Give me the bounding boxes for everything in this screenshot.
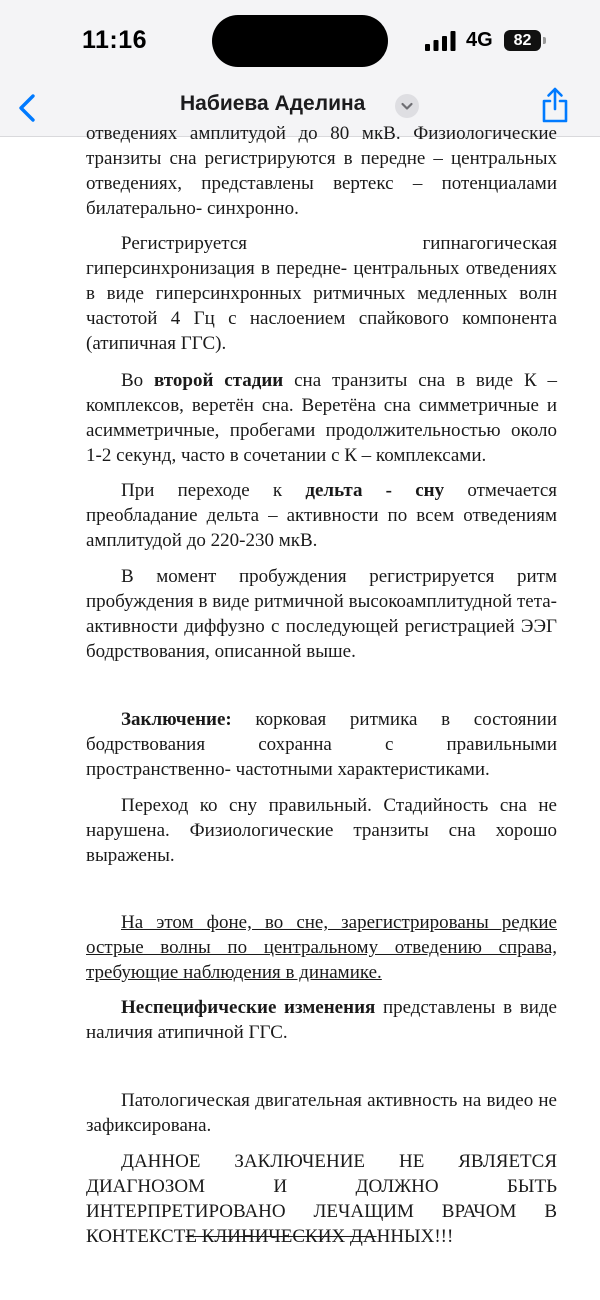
paragraph-nonspecific [86,995,557,1045]
disclaimer-strike: Е КЛИНИЧЕСКИХ ДА [185,1226,377,1247]
second-stage-post: сна транзиты сна в виде К – комплексов, веретён сна. Веретёна сна симметричные и асимметричные, пробегами продолжительностью около 1-2 секунд, часто в сочетании с К – комплексами. [86,370,557,466]
dynamic-island [212,15,388,67]
second-stage-bold: второй стадии [154,370,284,391]
paragraph-delta-sleep [86,478,557,553]
paragraph-disclaimer [86,1149,557,1249]
delta-pre: При переходе к [121,480,306,501]
battery-level: 82 [504,30,541,51]
document-viewer[interactable] [0,123,600,1300]
conclusion-text: корковая ритмика в состоянии бодрствования сохранна с правильными пространственно- частотными характеристиками. [86,709,557,780]
status-bar [0,0,600,80]
delta-bold: дельта - сну [305,480,445,501]
nonspecific-label: Неспецифические изменения [121,997,376,1018]
paragraph-sharp-waves: На этом фоне, во сне, зарегистрированы редкие острые волны по центральному отведению справа, требующие наблюдения в динамике. [86,912,557,983]
battery-tip [543,37,546,44]
back-button[interactable] [12,88,46,128]
share-icon [544,89,566,121]
title-dropdown-button[interactable] [395,94,419,118]
chevron-left-icon [21,96,33,120]
document-title[interactable]: Набиева Аделина [180,92,366,115]
network-type: 4G [466,29,493,51]
battery-icon [504,30,546,51]
delta-post: отмечается преобладание дельта – активности по всем отведениям амплитудой до 220-230 мкВ. [86,480,557,551]
paragraph-second-stage [86,368,557,468]
paragraph-physiological-transits: отведениях амплитудой до 80 мкВ. Физиологические транзиты сна регистрируются в передне – центральных отведениях, представлены вертекс – потенциалами билатерально- синхронно. [86,123,557,219]
nonspecific-text: представлены в виде наличия атипичной ГГС. [86,997,557,1043]
disclaimer-c: ННЫХ!!! [376,1226,454,1247]
paragraph-motor-activity: Патологическая двигательная активность на видео не зафиксирована. [86,1090,557,1136]
paragraph-hypnagogic: Регистрируется гипнагогическая гиперсинхронизация в передне- центральных отведениях в виде гиперсинхронных ритмичных медленных волн частотой 4 Гц с наслоением спайкового компонента (атипичная ГГС). [86,233,557,354]
disclaimer-a: ДАННОЕ ЗАКЛЮЧЕНИЕ НЕ ЯВЛЯЕТСЯ ДИАГНОЗОМ И ДОЛЖНО БЫТЬ ИНТЕРПРЕТИРОВАНО ЛЕЧАЩИМ ВРАЧОМ В КОНТЕКСТ [86,1151,557,1247]
conclusion-label: Заключение: [121,709,232,730]
second-stage-pre: Во [121,370,155,391]
paragraph-conclusion [86,707,557,782]
share-button[interactable] [539,85,571,125]
signal-icon [425,31,457,51]
paragraph-sleep-transition: Переход ко сну правильный. Стадийность сна не нарушена. Физиологические транзиты сна хорошо выражены. [86,795,557,866]
chevron-down-icon [395,94,419,118]
document-content [86,121,557,1249]
paragraph-awakening: В момент пробуждения регистрируется ритм пробуждения в виде ритмичной высокоамплитудной тета- активности диффузно с последующей регистрацией ЭЭГ бодрствования, описанной выше. [86,566,557,662]
status-time: 11:16 [82,26,148,54]
